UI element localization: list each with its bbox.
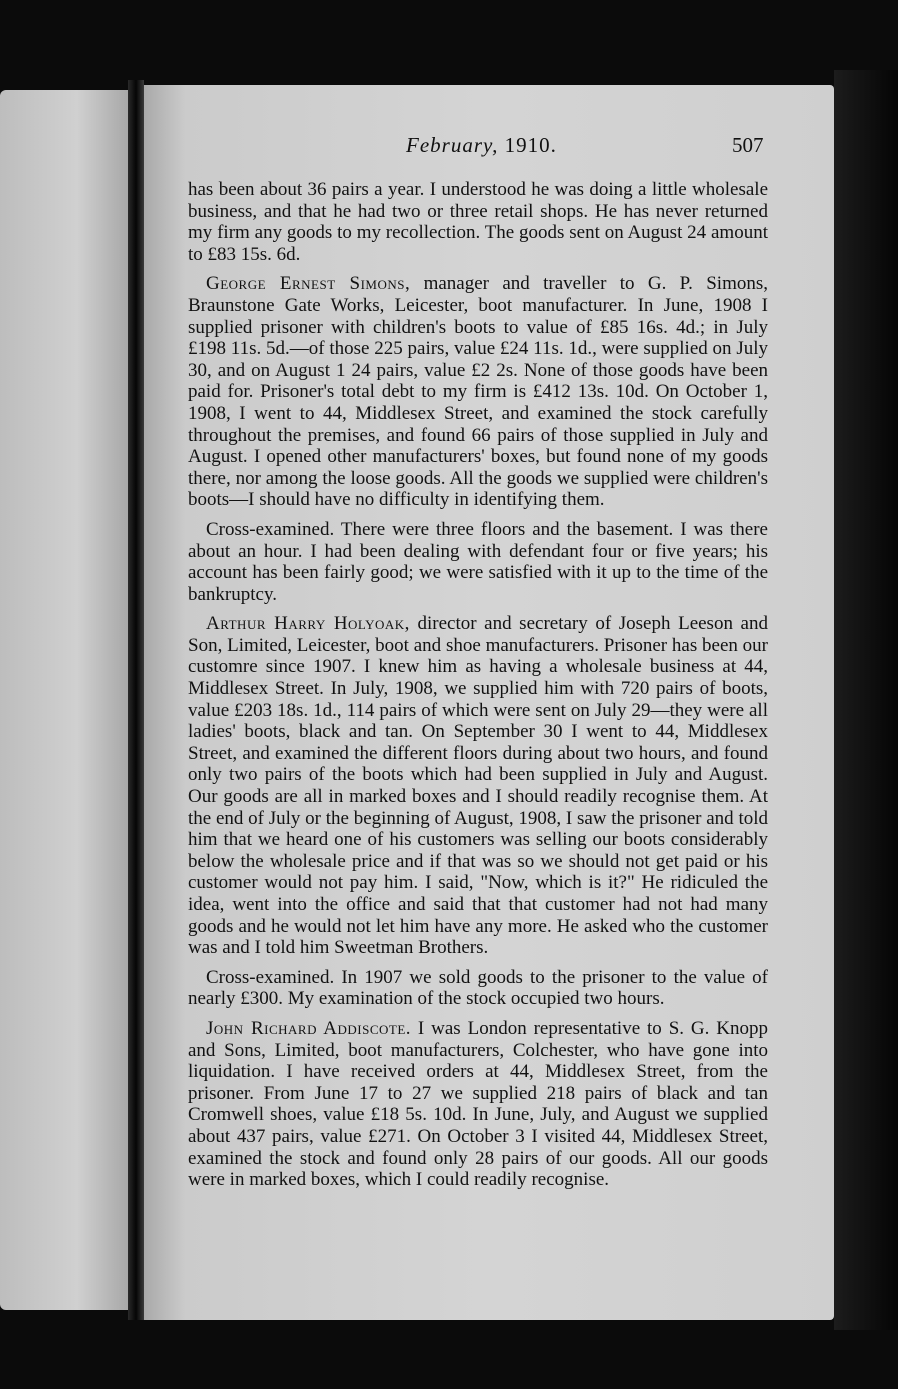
running-head-date: [406, 133, 557, 158]
book-gutter: [128, 80, 144, 1320]
paragraph: [188, 179, 768, 265]
running-head-year: 1910.: [504, 133, 557, 157]
paragraph-text: Cross-examined. There were three floors and the basement. I was there about an hour. I had been dealing with defendant four or five years; his account has been fairly good; we were satisfied with it up to the time of the bankruptcy.: [188, 518, 768, 605]
paragraph: [188, 967, 768, 1010]
paragraph-text: Cross-examined. In 1907 we sold goods to the prisoner to the value of nearly £300. My examination of the stock occupied two hours.: [188, 966, 768, 1010]
page-number: 507: [732, 133, 764, 157]
paragraph-text: director and secretary of Joseph Leeson and Son, Limited, Leicester, boot and shoe manufacturers. Prisoner has been our customre since 1907. I knew him as having a wholesale business at 44, Middlesex Street. In July, 1908, we supplied him with 720 pairs of boots, value £203 18s. 1d., 114 pairs of which were sent on July 29—they were all ladies' boots, black and tan. On September 30 I went to 44, Middlesex Street, and examined the different floors during about two hours, and found only two pairs of the boots which had been supplied in July and August. Our goods are all in marked boxes and I should readily recognise them. At the end of July or the beginning of August, 1908, I saw the prisoner and told him that we heard one of his customers was selling our boots considerably below the wholesale price and if that was so we should not get paid or his customer would not pay him. I said, "Now, which is it?" He ridiculed the idea, went into the office and said that that customer had not had many goods and he would not let him have any more. He asked who the customer was and I told him Sweetman Brothers.: [188, 613, 768, 959]
left-page: [0, 90, 128, 1310]
paragraph-text: has been about 36 pairs a year. I understood he was doing a little wholesale business, and that he had two or three retail shops. He has never returned my firm any goods to my recollection. The goods sent on August 24 amount to £83 15s. 6d.: [188, 179, 768, 265]
speaker-name: George Ernest Simons,: [206, 273, 411, 295]
running-head: [144, 133, 834, 161]
paragraph: [188, 519, 768, 605]
page-body: [188, 179, 768, 1199]
paragraph-text: I was London representative to S. G. Knopp and Sons, Limited, boot manufacturers, Colchester, who have gone into liquidation. I have received orders at 44, Middlesex Street, from the prisoner. From June 17 to 27 we supplied 218 pairs of black and tan Cromwell shoes, value £18 5s. 10d. In June, July, and August we supplied about 437 pairs, value £271. On October 3 I visited 44, Middlesex Street, examined the stock and found only 28 pairs of our goods. All our goods were in marked boxes, which I could readily recognise.: [188, 1017, 768, 1191]
speaker-name: Arthur Harry Holyoak,: [206, 613, 410, 635]
paragraph: [188, 273, 768, 511]
speaker-name: John Richard Addiscote.: [206, 1017, 412, 1039]
right-background: [834, 70, 898, 1330]
right-page: [144, 85, 834, 1320]
paragraph-text: manager and traveller to G. P. Simons, Braunstone Gate Works, Leicester, boot manufacturer. In June, 1908 I supplied prisoner with children's boots to value of £85 16s. 4d.; in July £198 11s. 5d.—of those 225 pairs, value £24 11s. 1d., were supplied on July 30, and on August 1 24 pairs, value £2 2s. None of those goods have been paid for. Prisoner's total debt to my firm is £412 13s. 10d. On October 1, 1908, I went to 44, Middlesex Street, and examined the stock carefully throughout the premises, and found 66 pairs of those supplied in July and August. I opened other manufacturers' boxes, but found none of my goods there, nor among the loose goods. All the goods we supplied were children's boots—I should have no difficulty in identifying them.: [188, 273, 768, 511]
paragraph: [188, 613, 768, 959]
paragraph: [188, 1018, 768, 1191]
running-head-month: February,: [406, 133, 499, 157]
